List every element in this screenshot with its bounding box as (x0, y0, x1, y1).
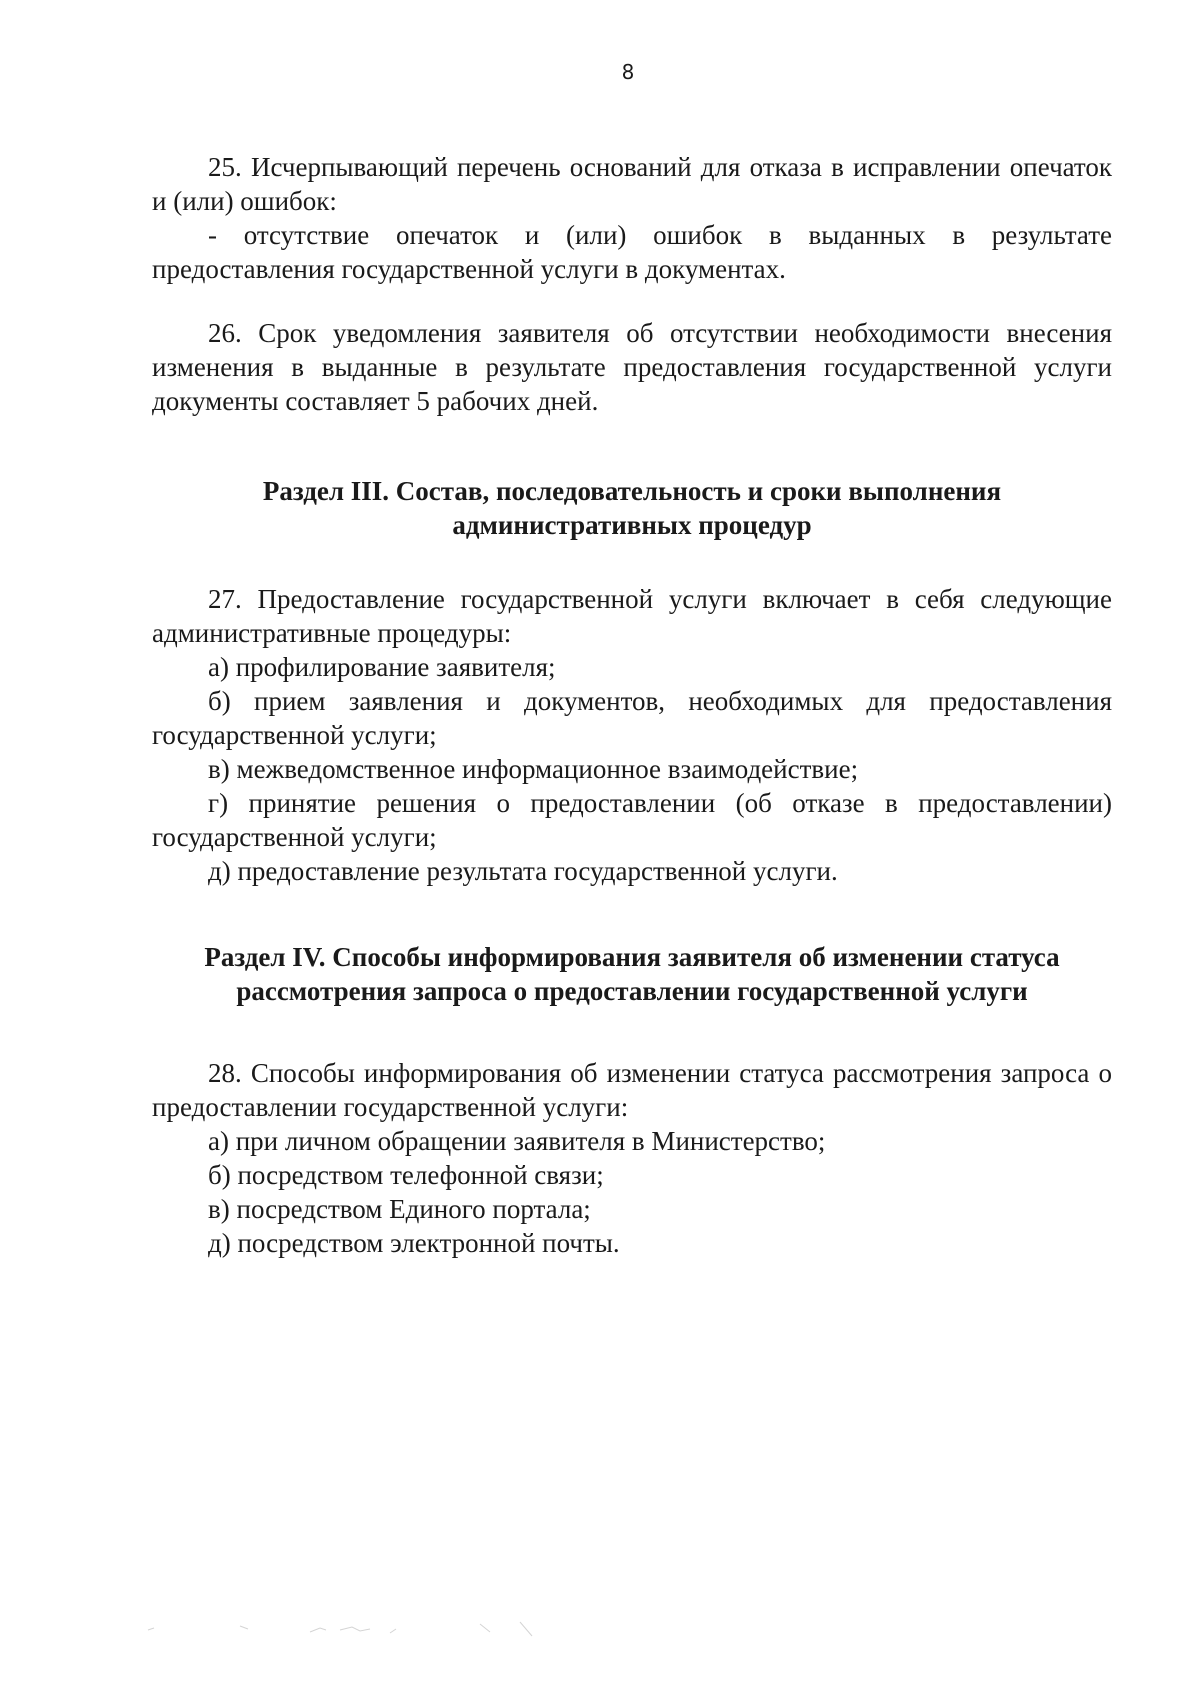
document-body (152, 150, 1112, 1260)
section-4-title-line-1: Раздел IV. Способы информирования заявителя об изменении статуса (204, 942, 1060, 972)
section-3-title-line-2: административных процедур (452, 510, 812, 540)
paragraph-28-item-b: б) посредством телефонной связи; (208, 1160, 604, 1190)
paragraph-26: 26. Срок уведомления заявителя об отсутствии необходимости внесения изменения в выданные в результате предоставления государственной услуги документы составляет 5 рабочих дней. (152, 318, 1112, 416)
section-3-title-line-1: Раздел III. Состав, последовательность и сроки выполнения (262, 476, 1002, 506)
section-3-heading (152, 474, 1112, 542)
paragraph-28: 28. Способы информирования об изменении статуса рассмотрения запроса о предоставлении государственной услуги: (152, 1058, 1112, 1122)
section-4-title-line-2: рассмотрения запроса о предоставлении государственной услуги (236, 976, 1028, 1006)
paragraph-27: 27. Предоставление государственной услуги включает в себя следующие административные процедуры: (152, 584, 1112, 648)
paragraph-27-item-c: в) межведомственное информационное взаимодействие; (208, 754, 859, 784)
paragraph-28-item-d: д) посредством электронной почты. (208, 1228, 620, 1258)
paragraph-28-item-a: а) при личном обращении заявителя в Министерство; (208, 1126, 826, 1156)
page-number: 8 (621, 60, 635, 84)
paragraph-28-item-c: в) посредством Единого портала; (208, 1194, 591, 1224)
paragraph-25: 25. Исчерпывающий перечень оснований для отказа в исправлении опечаток и (или) ошибок: (152, 152, 1112, 216)
paragraph-27-item-d: г) принятие решения о предоставлении (об отказе в предоставлении) государственной услуги; (152, 788, 1112, 852)
paragraph-27-item-e: д) предоставление результата государственной услуги. (208, 856, 838, 886)
paragraph-25-bullet: - отсутствие опечаток и (или) ошибок в выданных в результате предоставления государственной услуги в документах. (152, 220, 1112, 284)
paragraph-27-item-a: а) профилирование заявителя; (208, 652, 556, 682)
paragraph-27-item-b: б) прием заявления и документов, необходимых для предоставления государственной услуги; (152, 686, 1112, 750)
section-4-heading (152, 940, 1112, 1008)
scan-artifact (140, 1620, 620, 1640)
